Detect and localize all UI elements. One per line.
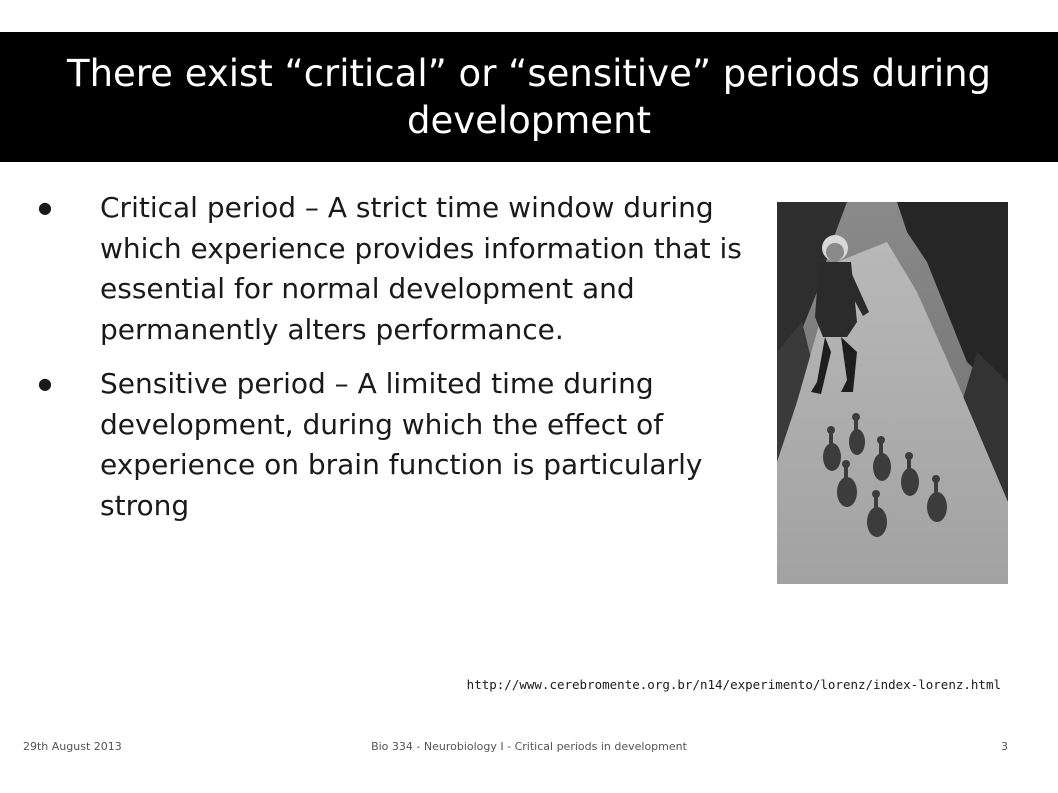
- slide-title: There exist “critical” or “sensitive” periods during development: [66, 52, 992, 142]
- bullet-item-critical-period: [30, 188, 750, 350]
- footer-date: 29th August 2013: [23, 740, 122, 753]
- bullet-text: Critical period – A strict time window during which experience provides information that is essential for normal development and permanently alters performance.: [100, 191, 742, 346]
- footer-page-number: 3: [1001, 740, 1008, 753]
- lorenz-geese-photo: [777, 202, 1008, 584]
- title-bar: [0, 32, 1058, 162]
- bullet-item-sensitive-period: [30, 364, 750, 526]
- footer-course-title: Bio 334 - Neurobiology I - Critical periods in development: [371, 740, 687, 753]
- bullet-icon: ●: [38, 374, 52, 393]
- bullet-list: [30, 188, 750, 540]
- image-source-link[interactable]: http://www.cerebromente.org.br/n14/experimento/lorenz/index-lorenz.html: [466, 677, 1001, 692]
- bullet-icon: ●: [38, 198, 52, 217]
- bullet-text: Sensitive period – A limited time during development, during which the effect of experience on brain function is particularly strong: [100, 367, 703, 522]
